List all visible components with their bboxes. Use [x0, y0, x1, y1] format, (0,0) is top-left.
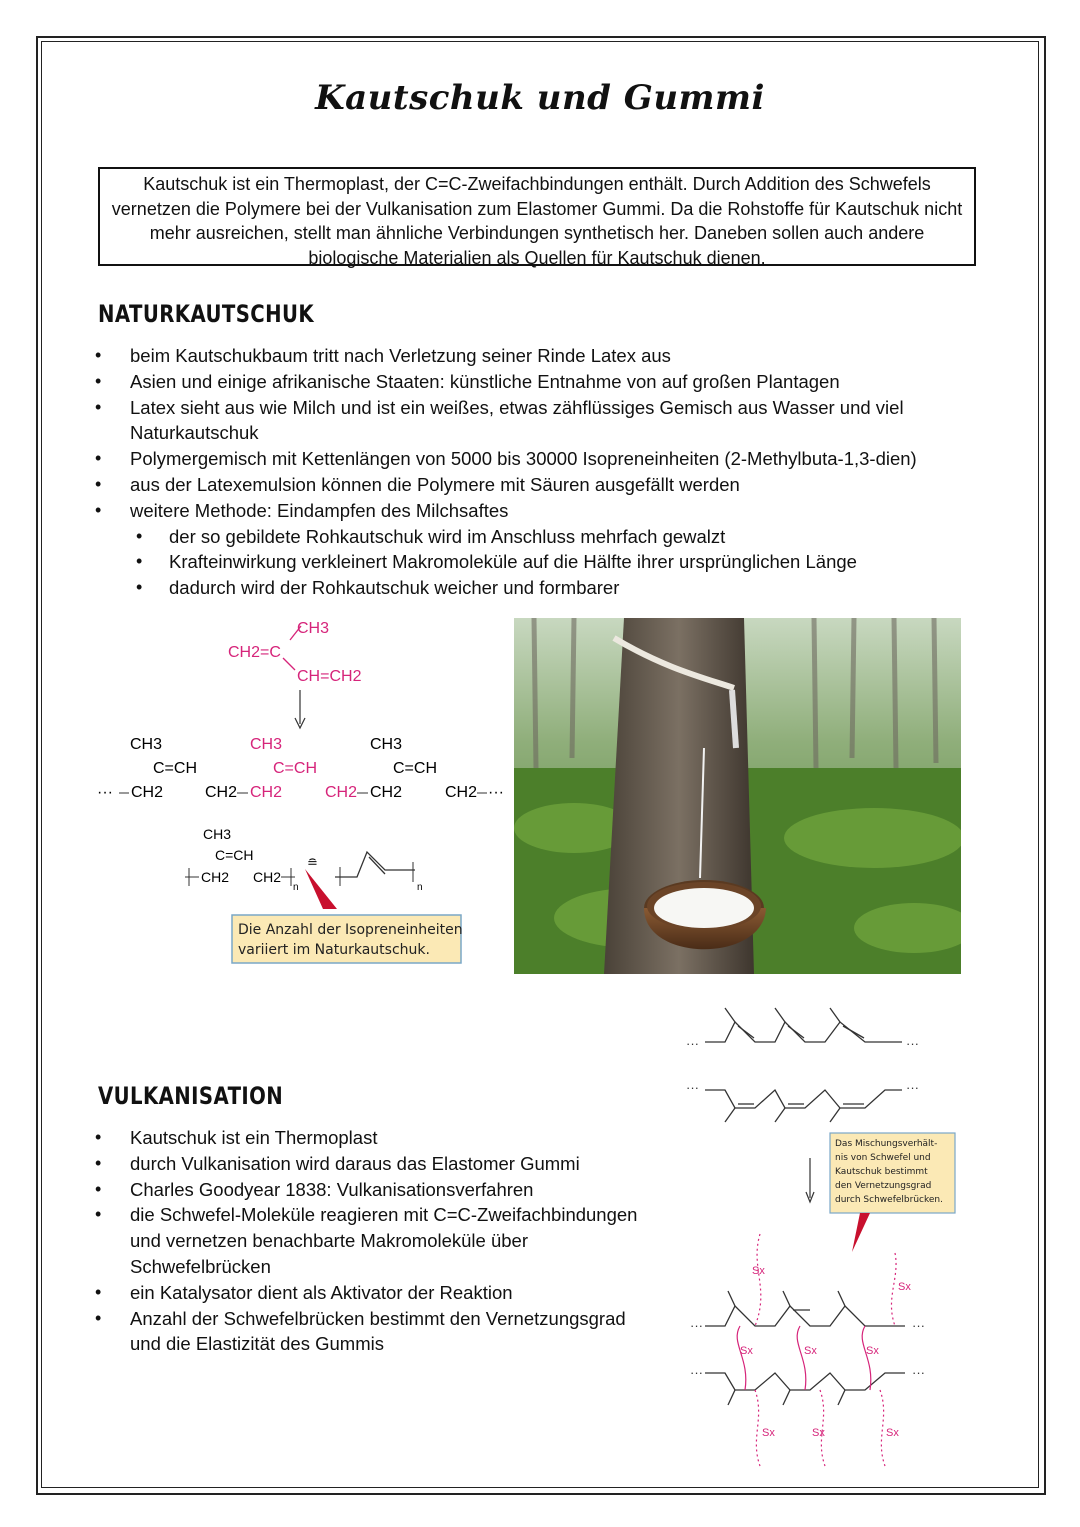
chain-ch2-label: CH2 [325, 784, 358, 801]
sulfur-label: Sx [804, 1345, 817, 1357]
callout-pointer [852, 1213, 870, 1252]
list-item: • weitere Methode: Eindampfen des Milchsaftes [98, 498, 998, 524]
naturkautschuk-bullet-list [98, 343, 998, 601]
sub-list-item: • Krafteinwirkung verkleinert Makromoleküle auf die Hälfte ihrer ursprünglichen Länge [98, 549, 998, 575]
list-item: • Polymergemisch mit Kettenlängen von 5000 bis 30000 Isopreneinheiten (2-Methylbuta-1,3-dien) [98, 446, 998, 472]
vulkanisation-bullet-list [98, 1125, 638, 1357]
repeat-double-bond-label: C=CH [215, 847, 254, 863]
chain-ch2-label: CH2 [131, 784, 164, 801]
equivalence-sign: ≘ [307, 855, 318, 870]
repeat-ch2-label: CH2 [253, 869, 282, 885]
list-item: • Kautschuk ist ein Thermoplast [98, 1125, 638, 1151]
sulfur-label: Sx [898, 1281, 911, 1293]
chain-end-dots: ··· [488, 784, 504, 801]
list-item: • Anzahl der Schwefelbrücken bestimmt den Vernetzungsgrad und die Elastizität des Gummis [98, 1306, 638, 1358]
chain-dots: ··· [912, 1318, 925, 1333]
chain-ch2-label: CH2 [445, 784, 478, 801]
list-item: • ein Katalysator dient als Aktivator der Reaktion [98, 1280, 638, 1306]
monomer-left-label: CH2=C [228, 644, 281, 661]
callout-pointer [305, 869, 337, 909]
chain-double-bond-label: C=CH [273, 760, 318, 777]
sulfur-label: Sx [886, 1427, 899, 1439]
repeat-unit [185, 826, 423, 893]
monomer-ch3-label: CH3 [297, 620, 330, 637]
callout-text: Das Mischungsverhält- [835, 1139, 938, 1149]
sulfur-label: Sx [740, 1345, 753, 1357]
list-item: • beim Kautschukbaum tritt nach Verletzung seiner Rinde Latex aus [98, 343, 998, 369]
list-item: • die Schwefel-Moleküle reagieren mit C=C-Zweifachbindungen und vernetzen benachbarte Makromoleküle über Schwefelbrücken [98, 1202, 638, 1279]
section-heading-vulkanisation: VULKANISATION [98, 1082, 284, 1110]
callout-text: durch Schwefelbrücken. [835, 1195, 943, 1205]
callout-text: den Vernetzungsgrad [835, 1181, 932, 1191]
chain-dots: ··· [690, 1365, 703, 1380]
chain-start-dots: ··· [97, 784, 113, 801]
sub-list-item: • der so gebildete Rohkautschuk wird im Anschluss mehrfach gewalzt [98, 524, 998, 550]
section-heading-naturkautschuk: NATURKAUTSCHUK [98, 300, 315, 328]
callout-text: Kautschuk bestimmt [835, 1167, 928, 1177]
repeat-n-label: n [293, 882, 299, 893]
isoprene-monomer [228, 620, 362, 685]
chain-dots: ··· [906, 1036, 919, 1051]
sulfur-label: Sx [752, 1265, 765, 1277]
list-item: • durch Vulkanisation wird daraus das Elastomer Gummi [98, 1151, 638, 1177]
chain-ch2-label: CH2 [205, 784, 238, 801]
vulcanization-diagram [680, 998, 980, 1473]
chain-dots: ··· [690, 1318, 703, 1333]
list-item: • Charles Goodyear 1838: Vulkanisationsverfahren [98, 1177, 638, 1203]
chain-ch2-label: CH2 [250, 784, 283, 801]
sulfur-label: Sx [866, 1345, 879, 1357]
repeat-ch3-label: CH3 [203, 826, 232, 842]
chain-dots: ··· [906, 1080, 919, 1095]
chain-double-bond-label: C=CH [393, 760, 438, 777]
isoprene-polymerization-diagram [95, 612, 505, 972]
chain-dots: ··· [686, 1080, 699, 1095]
callout-text: Die Anzahl der Isopreneinheiten [238, 922, 463, 938]
chain-ch3-label: CH3 [370, 736, 403, 753]
polymer-chain [97, 736, 504, 801]
chain-ch2-label: CH2 [370, 784, 403, 801]
polyisoprene-chain-top [705, 1008, 902, 1042]
chain-dots: ··· [912, 1365, 925, 1380]
list-item: • Latex sieht aus wie Milch und ist ein weißes, etwas zähflüssiges Gemisch aus Wasser und viel Naturkautschuk [98, 395, 998, 447]
page-title: Kautschuk und Gummi [315, 78, 765, 118]
monomer-right-label: CH=CH2 [297, 668, 362, 685]
chain-dots: ··· [686, 1036, 699, 1051]
callout-text: variiert im Naturkautschuk. [238, 942, 430, 958]
polyisoprene-chain-second [705, 1090, 902, 1122]
sub-list-item: • dadurch wird der Rohkautschuk weicher und formbarer [98, 575, 998, 601]
vulcanized-chain-upper [705, 1291, 905, 1326]
chain-ch3-label: CH3 [130, 736, 163, 753]
summary-box: Kautschuk ist ein Thermoplast, der C=C-Zweifachbindungen enthält. Durch Addition des Schwefels vernetzen die Polymere bei der Vulkanisation zum Elastomer Gummi. Da die Rohstoffe für Kautschuk nicht mehr ausreichen, stellt man ähnliche Verbindungen synthetisch her. Daneben sollen auch andere biologische Materialien als Quellen für Kautschuk dienen. [98, 167, 976, 266]
list-item: • Asien und einige afrikanische Staaten: künstliche Entnahme von auf großen Plantagen [98, 369, 998, 395]
sulfur-label: Sx [812, 1427, 825, 1439]
sulfur-label: Sx [762, 1427, 775, 1439]
repeat-ch2-label: CH2 [201, 869, 230, 885]
repeat-n-label: n [417, 882, 423, 893]
callout-text: nis von Schwefel und [835, 1153, 931, 1163]
list-item: • aus der Latexemulsion können die Polymere mit Säuren ausgefällt werden [98, 472, 998, 498]
chain-double-bond-label: C=CH [153, 760, 198, 777]
chain-ch3-label: CH3 [250, 736, 283, 753]
latex-tapping-photo [514, 618, 961, 974]
